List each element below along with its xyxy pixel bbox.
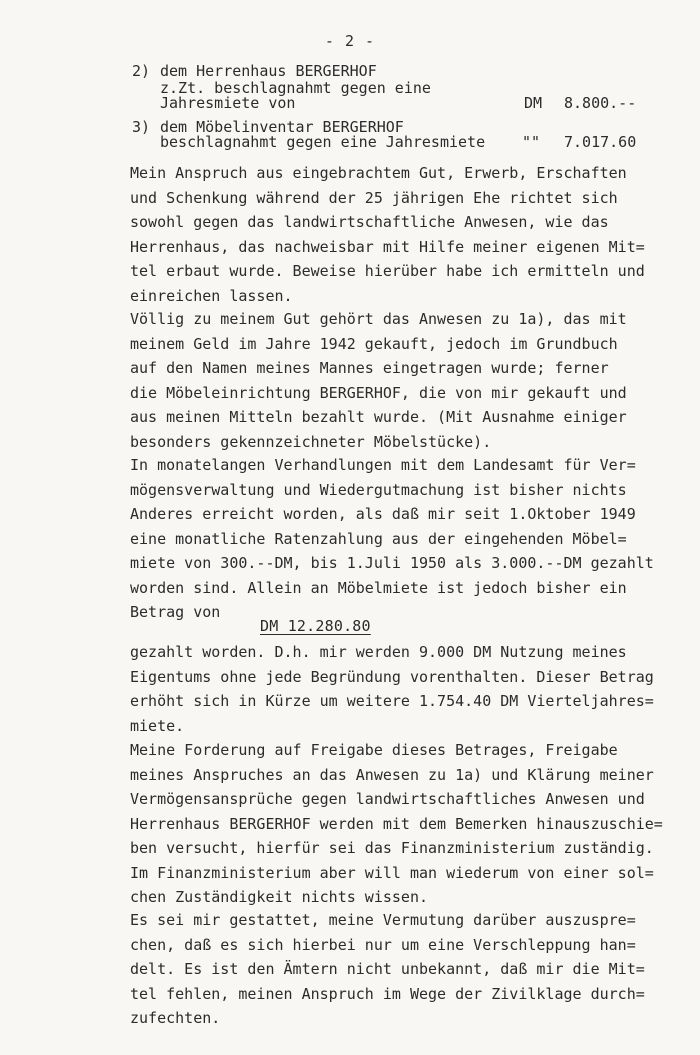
text-line: Mein Anspruch aus eingebrachtem Gut, Erwerb, Erschaften: [130, 164, 627, 182]
text-line: Im Finanzministerium aber will man wiederum von einer sol=: [130, 863, 654, 882]
text-line: erhöht sich in Kürze um weitere 1.754.40 DM Vierteljahres=: [130, 692, 654, 710]
paragraph: [130, 640, 670, 738]
item-line: z.Zt. beschlagnahmt gegen eine: [160, 79, 431, 97]
text-line: ben versucht, hierfür sei das Finanzministerium zuständig.: [130, 839, 654, 857]
paragraph: [130, 908, 670, 1031]
paragraph: [130, 738, 670, 910]
text-line: meinem Geld im Jahre 1942 gekauft, jedoch im Grundbuch: [130, 334, 618, 353]
item-currency: "": [522, 133, 541, 151]
text-line: delt. Es ist den Ämtern nicht unbekannt, daß mir die Mit=: [130, 960, 645, 978]
text-line: zufechten.: [130, 1009, 221, 1027]
text-line: Vermögensansprüche gegen landwirtschaftliches Anwesen und: [130, 790, 645, 808]
item-line: beschlagnahmt gegen eine Jahresmiete: [160, 133, 486, 151]
item-currency: DM: [524, 94, 543, 112]
text-line: besonders gekennzeichneter Möbelstücke).: [130, 432, 492, 451]
text-line: tel fehlen, meinen Anspruch im Wege der Zivilklage durch=: [130, 984, 645, 1003]
text-line: gezahlt worden. D.h. mir werden 9.000 DM Nutzung meines: [130, 643, 627, 661]
text-line: aus meinen Mitteln bezahlt wurde. (Mit Ausnahme einiger: [130, 408, 627, 426]
text-line: Anderes erreicht worden, als daß mir seit 1.Oktober 1949: [130, 505, 636, 523]
item-line: dem Möbelinventar BERGERHOF: [160, 118, 404, 136]
text-line: auf den Namen meines Mannes eingetragen wurde; ferner: [130, 359, 609, 377]
item-line: Jahresmiete von: [160, 94, 296, 112]
text-line: miete.: [130, 716, 185, 735]
paragraph: [130, 453, 670, 625]
text-line: Betrag von: [130, 603, 221, 621]
item-amount: 8.800.--: [564, 94, 637, 112]
text-line: und Schenkung während der 25 jährigen Ehe richtet sich: [130, 188, 618, 207]
text-line: Völlig zu meinem Gut gehört das Anwesen zu 1a), das mit: [130, 310, 627, 328]
item-number: 3): [132, 118, 151, 136]
paragraph: [130, 161, 670, 308]
text-line: mögensverwaltung und Wiedergutmachung ist bisher nichts: [130, 480, 627, 499]
text-line: einreichen lassen.: [130, 286, 293, 305]
item-number: 2): [132, 62, 151, 80]
text-line: Herrenhaus BERGERHOF werden mit dem Bemerken hinauszuschie=: [130, 814, 663, 833]
text-line: Es sei mir gestattet, meine Vermutung darüber auszuspre=: [130, 911, 636, 929]
text-line: chen, daß es sich hierbei nur um eine Verschleppung han=: [130, 935, 636, 954]
text-line: miete von 300.--DM, bis 1.Juli 1950 als 3.000.--DM gezahlt: [130, 554, 654, 572]
text-line: eine monatliche Ratenzahlung aus der eingehenden Möbel=: [130, 529, 627, 548]
text-line: Herrenhaus, das nachweisbar mit Hilfe meiner eigenen Mit=: [130, 237, 645, 256]
total-amount: DM 12.280.80: [260, 617, 371, 635]
text-line: In monatelangen Verhandlungen mit dem Landesamt für Ver=: [130, 456, 636, 474]
text-line: Eigentums ohne jede Begründung vorenthalten. Dieser Betrag: [130, 667, 654, 686]
item-line: dem Herrenhaus BERGERHOF: [160, 62, 377, 80]
text-line: Meine Forderung auf Freigabe dieses Betrages, Freigabe: [130, 741, 618, 759]
text-line: sowohl gegen das landwirtschaftliche Anwesen, wie das: [130, 213, 609, 231]
text-line: chen Zuständigkeit nichts wissen.: [130, 888, 429, 906]
text-line: meines Anspruches an das Anwesen zu 1a) und Klärung meiner: [130, 765, 654, 784]
item-amount: 7.017.60: [564, 133, 637, 151]
text-line: worden sind. Allein an Möbelmiete ist jedoch bisher ein: [130, 578, 627, 597]
text-line: die Möbeleinrichtung BERGERHOF, die von mir gekauft und: [130, 383, 627, 402]
paragraph: [130, 307, 670, 454]
page-number: - 2 -: [324, 32, 376, 50]
text-line: tel erbaut wurde. Beweise hierüber habe ich ermitteln und: [130, 262, 645, 280]
